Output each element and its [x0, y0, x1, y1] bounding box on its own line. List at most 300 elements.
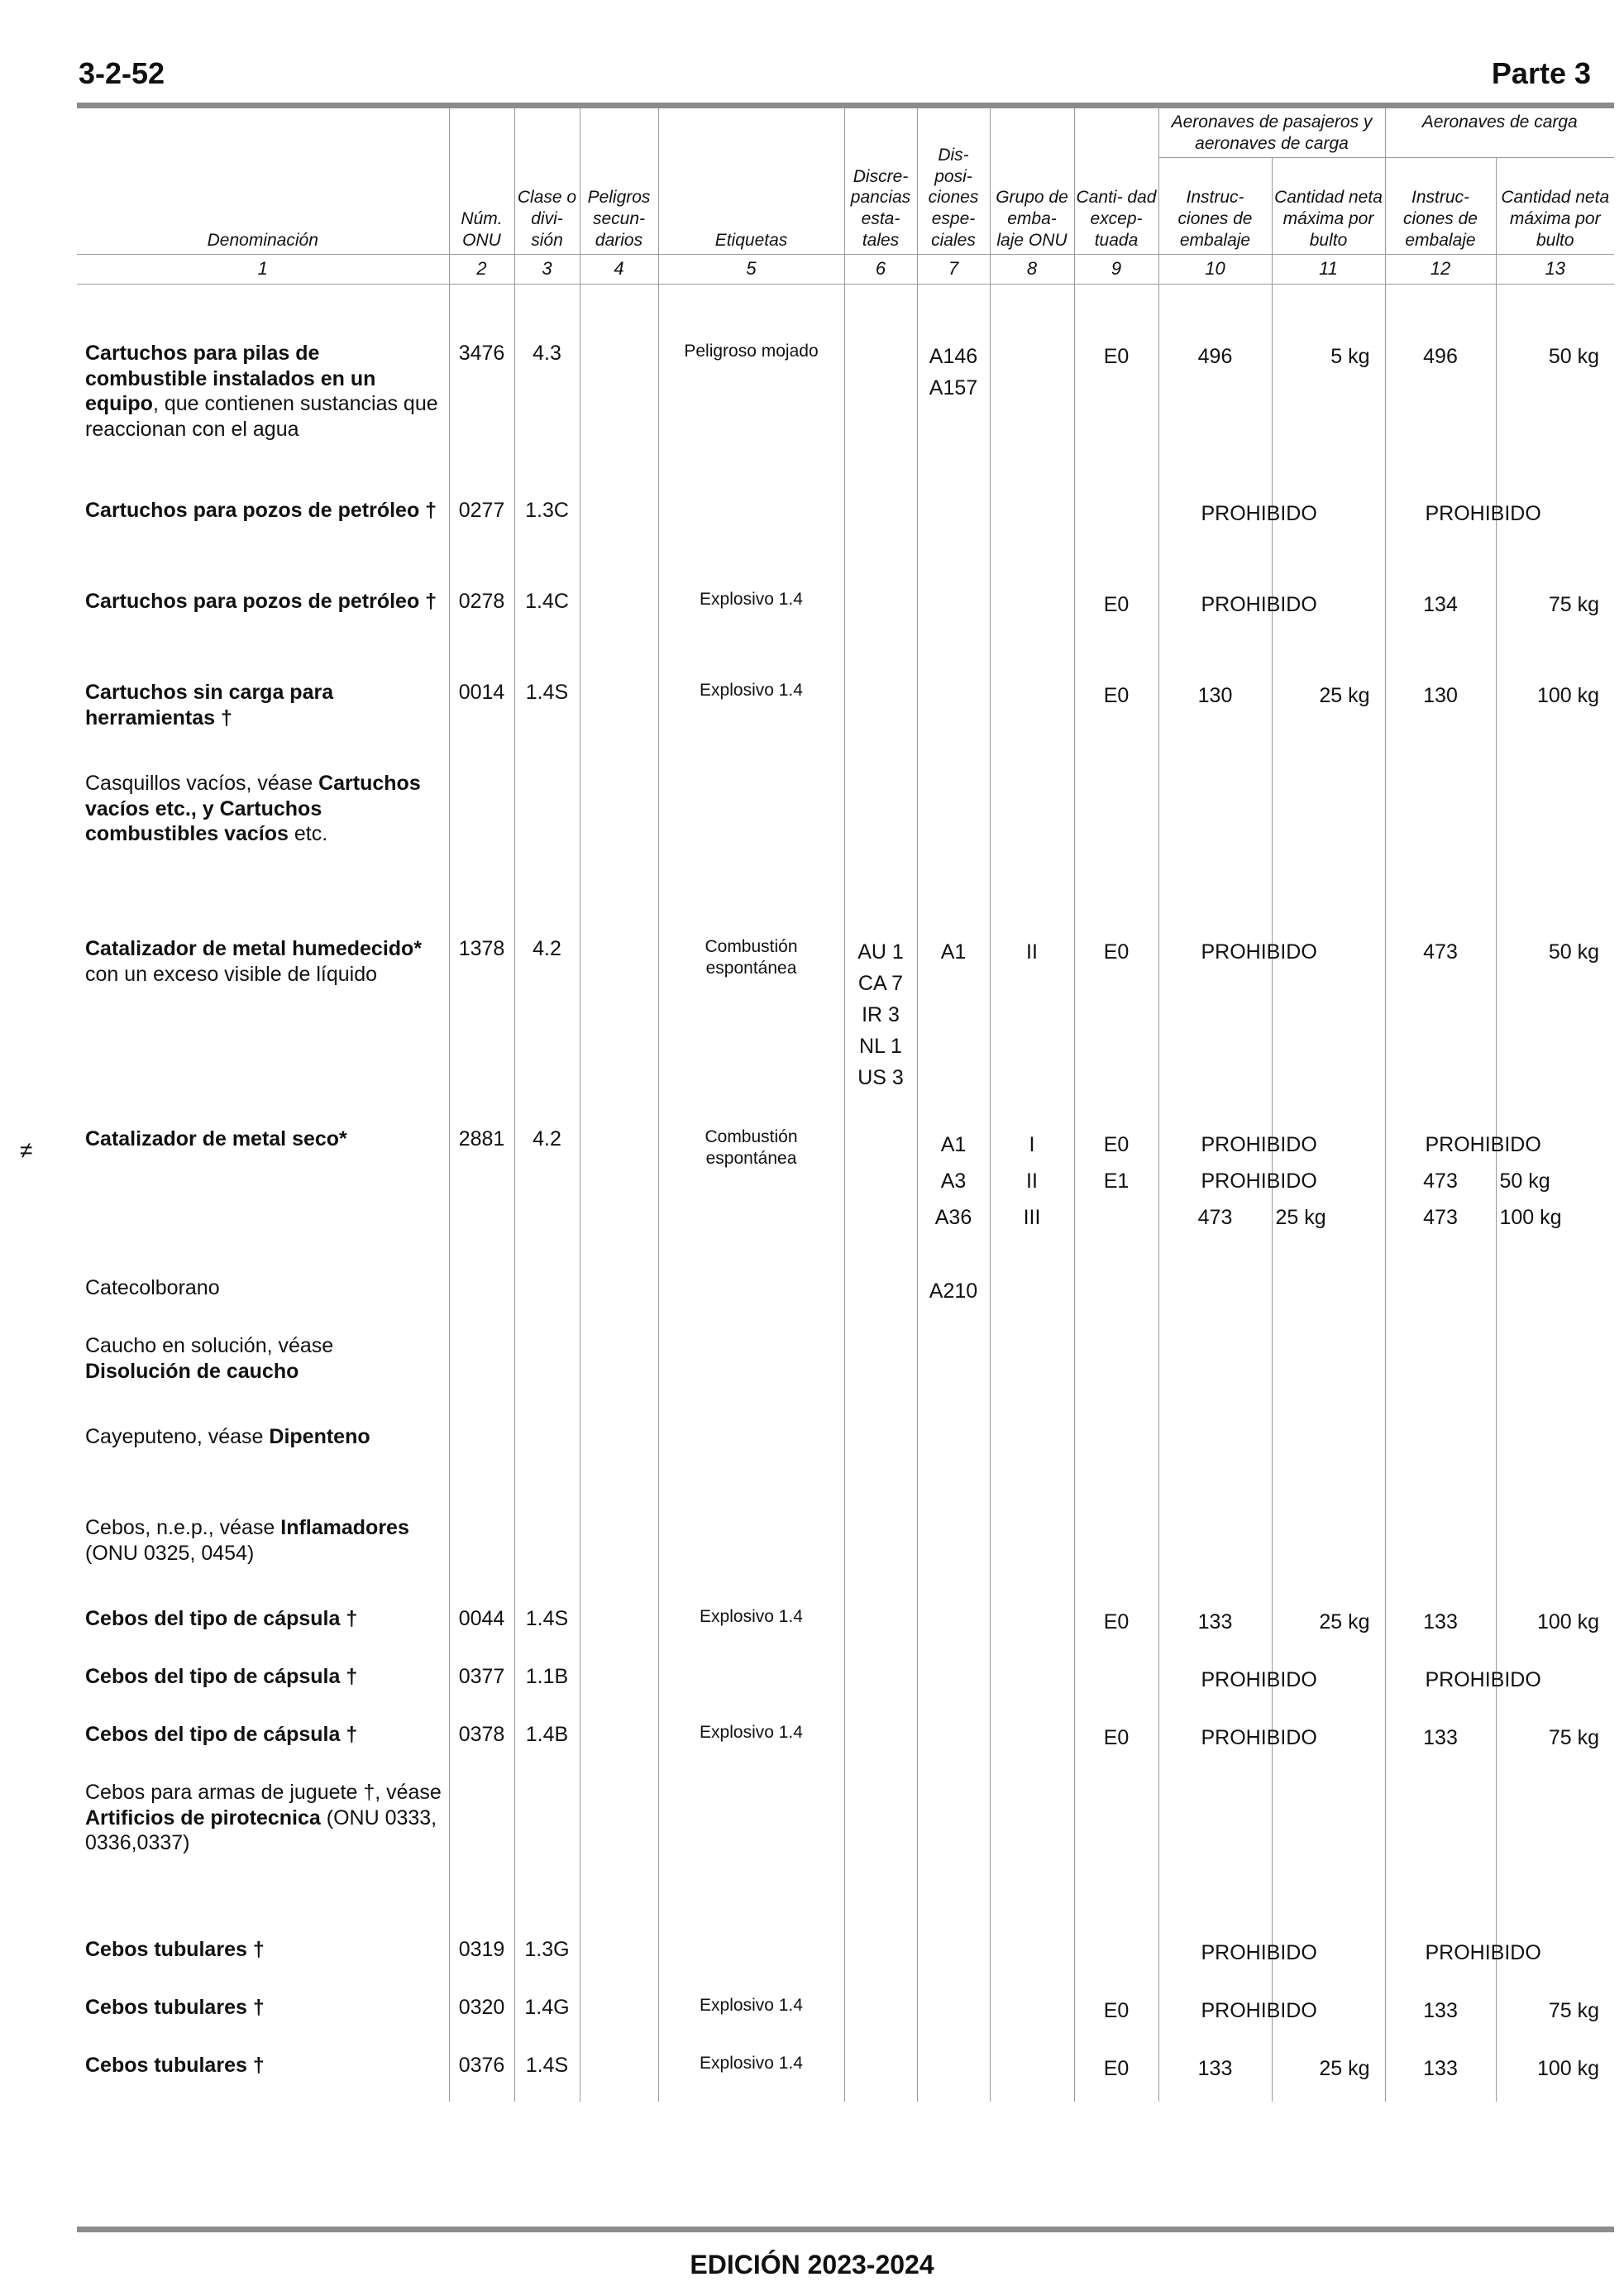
- label-cell: Explosivo 1.4: [658, 576, 844, 667]
- proper-shipping-name: Cartuchos sin carga para herramientas †: [85, 681, 334, 729]
- special-provision-value: A1: [940, 1133, 967, 1157]
- cargo-quantity: 100 kg: [1536, 684, 1599, 708]
- cargo-quantity-cell: [1496, 1262, 1614, 1320]
- cargo-instruction: 133: [1423, 1999, 1458, 2023]
- secondary-hazard-cell: [580, 328, 658, 485]
- denominacion-cell: [77, 667, 449, 758]
- class-cell: 1.1B: [514, 1651, 580, 1709]
- proper-shipping-name: Cebos del tipo de cápsula †: [85, 1723, 358, 1747]
- prohibido-text: PROHIBIDO: [1425, 1668, 1541, 1692]
- special-provision-cell: [917, 1502, 990, 1593]
- prohibido-text: PROHIBIDO: [1201, 1999, 1317, 2023]
- column-number: 5: [658, 255, 844, 285]
- pax-quantity: 25 kg: [1319, 2057, 1370, 2081]
- un-number-cell: [449, 758, 514, 923]
- pax-quantity-cell: [1272, 2040, 1385, 2102]
- col-header-clase: Clase o divi- sión: [514, 108, 580, 255]
- excepted-quantity-value: E0: [1103, 1133, 1130, 1157]
- cargo-quantity-cell: [1425, 485, 1614, 576]
- state-variation-cell: [844, 758, 917, 923]
- prohibido-text: PROHIBIDO: [1201, 1170, 1317, 1193]
- cargo-instruction-cell: [1385, 1411, 1496, 1502]
- state-variation-value: US 3: [857, 1066, 904, 1090]
- pax-quantity-cell: [1201, 923, 1385, 1113]
- packing-group-cell: [990, 1924, 1074, 1982]
- cargo-quantity-cell: [1496, 1709, 1614, 1767]
- table-row: [77, 923, 1614, 1113]
- special-provision-value: A146: [929, 345, 978, 369]
- denominacion-cell: [77, 1709, 449, 1767]
- prohibido-text: PROHIBIDO: [1201, 1668, 1317, 1692]
- class-cell: 1.3G: [514, 1924, 580, 1982]
- un-number-cell: 0044: [449, 1593, 514, 1651]
- state-variation-cell: [844, 1982, 917, 2040]
- pax-instruction-cell: [1158, 2040, 1272, 2102]
- un-number-cell: 0277: [449, 485, 514, 576]
- group-header-pasajeros: Aeronaves de pasajeros y aeronaves de carga: [1158, 108, 1385, 158]
- label-cell: Explosivo 1.4: [658, 667, 844, 758]
- pax-quantity-cell: [1272, 328, 1385, 485]
- pax-quantity-cell: [1272, 1593, 1385, 1651]
- excepted-quantity-cell: [1074, 1320, 1158, 1411]
- cargo-instruction: 133: [1423, 1610, 1458, 1634]
- secondary-hazard-cell: [580, 1593, 658, 1651]
- class-cell: [514, 1320, 580, 1411]
- label-cell: [658, 1502, 844, 1593]
- label-cell: Explosivo 1.4: [658, 2040, 844, 2102]
- proper-shipping-name: Inflamadores: [280, 1516, 409, 1540]
- class-cell: 1.4C: [514, 576, 580, 667]
- class-cell: 1.4S: [514, 2040, 580, 2102]
- pax-instruction-cell: [1158, 576, 1272, 667]
- pax-quantity-cell: [1272, 1320, 1385, 1411]
- special-provision-value: A3: [940, 1170, 967, 1193]
- cargo-quantity-cell: [1496, 1982, 1614, 2040]
- pax-quantity-cell: [1272, 1767, 1385, 1924]
- cargo-quantity: 100 kg: [1499, 1206, 1562, 1230]
- cargo-quantity: 75 kg: [1548, 1726, 1599, 1750]
- table-row: [77, 758, 1614, 923]
- label-cell: [658, 1651, 844, 1709]
- prohibido-text: PROHIBIDO: [1201, 1133, 1317, 1157]
- class-cell: [514, 1502, 580, 1593]
- un-number-cell: 0377: [449, 1651, 514, 1709]
- special-provision-cell: [917, 576, 990, 667]
- cargo-instruction-cell: [1385, 1982, 1496, 2040]
- secondary-hazard-cell: [580, 758, 658, 923]
- pax-quantity-cell: [1201, 485, 1385, 576]
- name-text: con un exceso visible de líquido: [85, 962, 378, 986]
- un-number-cell: 0014: [449, 667, 514, 758]
- packing-group-cell: [990, 328, 1074, 485]
- cargo-instruction-cell: [1385, 667, 1496, 758]
- pax-instruction: 133: [1197, 2057, 1233, 2081]
- col-header-cantidad-exceptuada: Canti- dad excep- tuada: [1074, 108, 1158, 255]
- prohibido-text: PROHIBIDO: [1425, 1133, 1541, 1157]
- table-row: [77, 1709, 1614, 1767]
- prohibido-label: [1201, 1664, 1370, 1696]
- name-text: Catecolborano: [85, 1276, 220, 1300]
- proper-shipping-name: Cartuchos para pilas de combustible instalados en un equipo: [85, 342, 376, 416]
- column-number-row: [77, 255, 1614, 285]
- packing-group-cell: [990, 1593, 1074, 1651]
- cargo-instruction: 473: [1423, 1170, 1458, 1193]
- label-cell: [658, 758, 844, 923]
- class-cell: [514, 1411, 580, 1502]
- label-cell: Explosivo 1.4: [658, 1593, 844, 1651]
- label-cell: [658, 1262, 844, 1320]
- secondary-hazard-cell: [580, 667, 658, 758]
- label-cell: [658, 1411, 844, 1502]
- excepted-quantity-cell: [1074, 923, 1158, 1113]
- cargo-quantity: 75 kg: [1548, 593, 1599, 617]
- excepted-quantity-cell: [1074, 758, 1158, 923]
- cargo-instruction: 133: [1423, 2057, 1458, 2081]
- pax-instruction-cell: [1158, 328, 1272, 485]
- packing-group-cell: [990, 485, 1074, 576]
- col-header-etiquetas: Etiquetas: [658, 108, 844, 255]
- state-variation-cell: [844, 328, 917, 485]
- excepted-quantity-value: E0: [1103, 684, 1130, 708]
- column-number: 4: [580, 255, 658, 285]
- pax-quantity-cell: [1201, 1924, 1385, 1982]
- pax-instruction: 130: [1197, 684, 1233, 708]
- class-cell: 1.3C: [514, 485, 580, 576]
- special-provision-cell: [917, 1767, 990, 1924]
- pax-quantity: 5 kg: [1330, 345, 1370, 369]
- label-cell: Explosivo 1.4: [658, 1982, 844, 2040]
- table-row: [77, 1651, 1614, 1709]
- state-variation-cell: [844, 1767, 917, 1924]
- name-text: Cebos para armas de juguete †, véase: [85, 1781, 442, 1805]
- un-number-cell: [449, 1767, 514, 1924]
- proper-shipping-name: Disolución de caucho: [85, 1359, 299, 1383]
- label-cell: [658, 485, 844, 576]
- prohibido-label: [1201, 1163, 1370, 1199]
- group-header-carga: Aeronaves de carga: [1385, 108, 1614, 158]
- prohibido-label: [1201, 1995, 1370, 2026]
- packing-group-cell: [990, 758, 1074, 923]
- state-variation-value: NL 1: [859, 1035, 902, 1059]
- pax-quantity-cell: [1201, 576, 1385, 667]
- col-header-instrucciones-pax: Instruc- ciones de embalaje: [1158, 158, 1272, 255]
- un-number-cell: [449, 1411, 514, 1502]
- denominacion-cell: [77, 328, 449, 485]
- un-number-cell: 0319: [449, 1924, 514, 1982]
- name-text: Cayeputeno, véase: [85, 1425, 270, 1449]
- excepted-quantity-cell: [1074, 1593, 1158, 1651]
- col-header-denominacion: Denominación: [207, 230, 318, 250]
- excepted-quantity-cell: [1074, 1924, 1158, 1982]
- table-row: [77, 485, 1614, 576]
- excepted-quantity-cell: [1074, 1982, 1158, 2040]
- cargo-quantity: 75 kg: [1548, 1999, 1599, 2023]
- class-cell: [514, 1767, 580, 1924]
- column-number: 7: [917, 255, 990, 285]
- prohibido-label: [1201, 1126, 1370, 1163]
- packing-group-cell: [990, 1502, 1074, 1593]
- prohibido-text: PROHIBIDO: [1201, 593, 1317, 617]
- state-variation-cell: [844, 923, 917, 1113]
- denominacion-cell: [77, 1113, 449, 1262]
- table-row: [77, 1320, 1614, 1411]
- un-number-cell: 0376: [449, 2040, 514, 2102]
- name-text: Casquillos vacíos, véase: [85, 772, 319, 796]
- cargo-quantity-cell: [1425, 1651, 1614, 1709]
- cargo-quantity-cell: [1496, 1767, 1614, 1924]
- denominacion-cell: [77, 576, 449, 667]
- excepted-quantity-cell: [1074, 1262, 1158, 1320]
- proper-shipping-name: Cartuchos para pozos de petróleo †: [85, 499, 437, 523]
- label-cell: [658, 1767, 844, 1924]
- pax-instruction: 496: [1197, 345, 1233, 369]
- table-row: [77, 1411, 1614, 1502]
- pax-instruction-cell: [1158, 1593, 1272, 1651]
- cargo-quantity: 100 kg: [1536, 1610, 1599, 1634]
- special-provision-cell: [917, 758, 990, 923]
- cargo-instruction: 133: [1423, 1726, 1458, 1750]
- pax-quantity-cell: [1201, 1651, 1385, 1709]
- cargo-quantity-cell: [1496, 1502, 1614, 1593]
- special-provision-cell: [917, 328, 990, 485]
- state-variation-cell: [844, 1113, 917, 1262]
- denominacion-cell: [77, 1924, 449, 1982]
- prohibido-label: [1201, 1937, 1370, 1968]
- cargo-instruction: 473: [1423, 1206, 1458, 1230]
- excepted-quantity-value: E0: [1103, 593, 1130, 617]
- secondary-hazard-cell: [580, 1502, 658, 1593]
- cargo-instruction: 496: [1423, 345, 1458, 369]
- table-row: [77, 667, 1614, 758]
- table-row: [77, 576, 1614, 667]
- col-header-num-onu: Núm. ONU: [449, 108, 514, 255]
- state-variation-cell: [844, 1502, 917, 1593]
- cargo-quantity-cell: [1496, 1320, 1614, 1411]
- column-number: 8: [990, 255, 1074, 285]
- state-variation-cell: [844, 485, 917, 576]
- spacer-row: [77, 285, 1614, 328]
- special-provision-cell: [917, 2040, 990, 2102]
- packing-group-cell: [990, 923, 1074, 1113]
- table-row: [77, 1982, 1614, 2040]
- proper-shipping-name: Cartuchos para pozos de petróleo †: [85, 590, 437, 614]
- cargo-instruction-cell: [1385, 328, 1496, 485]
- secondary-hazard-cell: [580, 1262, 658, 1320]
- pax-quantity-cell: [1272, 1502, 1385, 1593]
- cargo-instruction-cell: [1385, 1262, 1496, 1320]
- un-number-cell: [449, 1502, 514, 1593]
- col-header-peligros-secundarios: Peligros secun- darios: [580, 108, 658, 255]
- cargo-instruction-cell: [1385, 2040, 1496, 2102]
- state-variation-cell: [844, 576, 917, 667]
- cargo-quantity-cell: [1496, 2040, 1614, 2102]
- denominacion-cell: [77, 2040, 449, 2102]
- packing-group-cell: [990, 1320, 1074, 1411]
- excepted-quantity-value: E0: [1103, 1610, 1130, 1634]
- pax-quantity-cell: [1272, 758, 1385, 923]
- excepted-quantity-cell: [1074, 1411, 1158, 1502]
- col-header-grupo-embalaje: Grupo de emba- laje ONU: [990, 108, 1074, 255]
- page-number: 3-2-52: [79, 56, 165, 90]
- secondary-hazard-cell: [580, 1767, 658, 1924]
- packing-group-value: II: [1026, 940, 1038, 964]
- pax-instruction-cell: [1158, 1262, 1272, 1320]
- state-variation-cell: [844, 667, 917, 758]
- col-header-cantidad-pax: Cantidad neta máxima por bulto: [1272, 158, 1385, 255]
- cargo-quantity: 100 kg: [1536, 2057, 1599, 2081]
- state-variation-cell: [844, 1593, 917, 1651]
- pax-quantity: 25 kg: [1319, 1610, 1370, 1634]
- special-provision-cell: [917, 1411, 990, 1502]
- pax-instruction-cell: [1158, 1320, 1272, 1411]
- proper-shipping-name: Catalizador de metal seco*: [85, 1127, 347, 1151]
- proper-shipping-name: Cebos del tipo de cápsula †: [85, 1607, 358, 1631]
- table-row: [77, 1924, 1614, 1982]
- excepted-quantity-value: E0: [1103, 940, 1130, 964]
- cargo-quantity-cell: [1496, 667, 1614, 758]
- proper-shipping-name: Cebos tubulares †: [85, 1938, 265, 1962]
- special-provision-cell: [917, 923, 990, 1113]
- table-row: [77, 1502, 1614, 1593]
- name-text: Caucho en solución, véase: [85, 1334, 334, 1358]
- secondary-hazard-cell: [580, 1982, 658, 2040]
- excepted-quantity-cell: [1074, 328, 1158, 485]
- special-provision-value: A157: [929, 376, 978, 400]
- secondary-hazard-cell: [580, 923, 658, 1113]
- proper-shipping-name: Dipenteno: [269, 1425, 370, 1449]
- excepted-quantity-cell: [1074, 1767, 1158, 1924]
- prohibido-text: PROHIBIDO: [1201, 940, 1317, 964]
- special-provision-cell: [917, 1651, 990, 1709]
- packing-group-cell: [990, 1262, 1074, 1320]
- special-provision-cell: [917, 1593, 990, 1651]
- secondary-hazard-cell: [580, 1651, 658, 1709]
- excepted-quantity-cell: [1074, 667, 1158, 758]
- proper-shipping-name: Catalizador de metal humedecido*: [85, 937, 423, 961]
- excepted-quantity-cell: [1074, 1651, 1158, 1709]
- class-cell: 1.4B: [514, 1709, 580, 1767]
- table-row: [77, 1767, 1614, 1924]
- pax-instruction-cell: [1158, 485, 1272, 576]
- class-cell: 1.4G: [514, 1982, 580, 2040]
- pax-quantity-cell: [1272, 1411, 1385, 1502]
- part-label: Parte 3: [1491, 56, 1591, 90]
- un-number-cell: 0278: [449, 576, 514, 667]
- packing-group-cell: [990, 1709, 1074, 1767]
- packing-group-cell: [990, 1651, 1074, 1709]
- name-text: (ONU 0325, 0454): [85, 1541, 255, 1565]
- cargo-instruction-cell: [1385, 1593, 1496, 1651]
- excepted-quantity-cell: [1074, 1502, 1158, 1593]
- table-body: [77, 285, 1614, 2102]
- proper-shipping-name: Cartuchos vacíos etc., y Cartuchos combustibles vacíos: [85, 772, 421, 846]
- pax-instruction-cell: [1158, 1767, 1272, 1924]
- cargo-instruction-cell: [1385, 1502, 1496, 1593]
- pax-quantity-cell: [1201, 1982, 1385, 2040]
- class-cell: 4.2: [514, 1113, 580, 1262]
- excepted-quantity-value: E0: [1103, 345, 1130, 369]
- special-provision-cell: [917, 1113, 990, 1262]
- column-number: 9: [1074, 255, 1158, 285]
- cargo-instruction-cell: [1385, 1320, 1496, 1411]
- un-number-cell: 2881: [449, 1113, 514, 1262]
- column-number: 11: [1272, 255, 1385, 285]
- un-number-cell: 0320: [449, 1982, 514, 2040]
- name-text: etc.: [288, 822, 328, 846]
- proper-shipping-name: Cebos tubulares †: [85, 2054, 265, 2078]
- secondary-hazard-cell: [580, 576, 658, 667]
- label-cell: Combustión espontánea: [658, 923, 844, 1113]
- prohibido-text: PROHIBIDO: [1425, 1941, 1541, 1965]
- denominacion-cell: [77, 1320, 449, 1411]
- excepted-quantity-cell: [1074, 485, 1158, 576]
- packing-group-cell: [990, 2040, 1074, 2102]
- name-text: , que contienen sustancias que reaccionan con el agua: [85, 392, 438, 441]
- pax-instruction-cell: [1158, 1502, 1272, 1593]
- cargo-quantity-cell: [1496, 923, 1614, 1113]
- excepted-quantity-value: E0: [1103, 2057, 1130, 2081]
- secondary-hazard-cell: [580, 1411, 658, 1502]
- denominacion-cell: [77, 1502, 449, 1593]
- state-variation-cell: [844, 1320, 917, 1411]
- cargo-instruction-cell: [1385, 758, 1496, 923]
- prohibido-label: [1425, 1937, 1600, 1968]
- table-row: [77, 1593, 1614, 1651]
- packing-group-cell: [990, 1113, 1074, 1262]
- bottom-rule: [77, 2227, 1614, 2232]
- secondary-hazard-cell: [580, 1924, 658, 1982]
- column-number: 12: [1385, 255, 1496, 285]
- prohibido-text: PROHIBIDO: [1425, 502, 1541, 526]
- pax-instruction: 473: [1197, 1206, 1233, 1230]
- special-provision-cell: [917, 485, 990, 576]
- class-cell: 1.4S: [514, 1593, 580, 1651]
- cargo-instruction-cell: [1385, 576, 1496, 667]
- column-number: 1: [77, 255, 449, 285]
- state-variation-cell: [844, 1924, 917, 1982]
- prohibido-label: [1425, 1126, 1600, 1163]
- packing-group-cell: [990, 1982, 1074, 2040]
- prohibido-label: [1425, 498, 1600, 529]
- cargo-quantity-cell: [1496, 328, 1614, 485]
- cargo-quantity-cell: [1496, 1593, 1614, 1651]
- cargo-instruction-cell: [1385, 1709, 1496, 1767]
- packing-group-value: II: [1026, 1170, 1038, 1193]
- proper-shipping-name: Cebos tubulares †: [85, 1996, 265, 2020]
- cargo-quantity-cell: [1496, 1411, 1614, 1502]
- column-number: 10: [1158, 255, 1272, 285]
- un-number-cell: [449, 1262, 514, 1320]
- label-cell: Combustión espontánea: [658, 1113, 844, 1262]
- excepted-quantity-value: E0: [1103, 1999, 1130, 2023]
- state-variation-cell: [844, 1262, 917, 1320]
- column-number: 13: [1496, 255, 1614, 285]
- prohibido-label: [1201, 936, 1370, 968]
- pax-quantity: 25 kg: [1319, 684, 1370, 708]
- secondary-hazard-cell: [580, 485, 658, 576]
- denominacion-cell: [77, 1651, 449, 1709]
- special-provision-cell: [917, 1982, 990, 2040]
- cargo-quantity: 50 kg: [1499, 1170, 1550, 1193]
- col-header-cantidad-cargo: Cantidad neta máxima por bulto: [1496, 158, 1614, 255]
- cargo-quantity: 50 kg: [1548, 940, 1599, 964]
- un-number-cell: [449, 1320, 514, 1411]
- edition-footer: EDICIÓN 2023-2024: [690, 2250, 934, 2279]
- table-row: [77, 328, 1614, 485]
- pax-quantity-cell: [1272, 667, 1385, 758]
- proper-shipping-name: Artificios de pirotecnica: [85, 1806, 321, 1830]
- excepted-quantity-cell: [1074, 1113, 1158, 1262]
